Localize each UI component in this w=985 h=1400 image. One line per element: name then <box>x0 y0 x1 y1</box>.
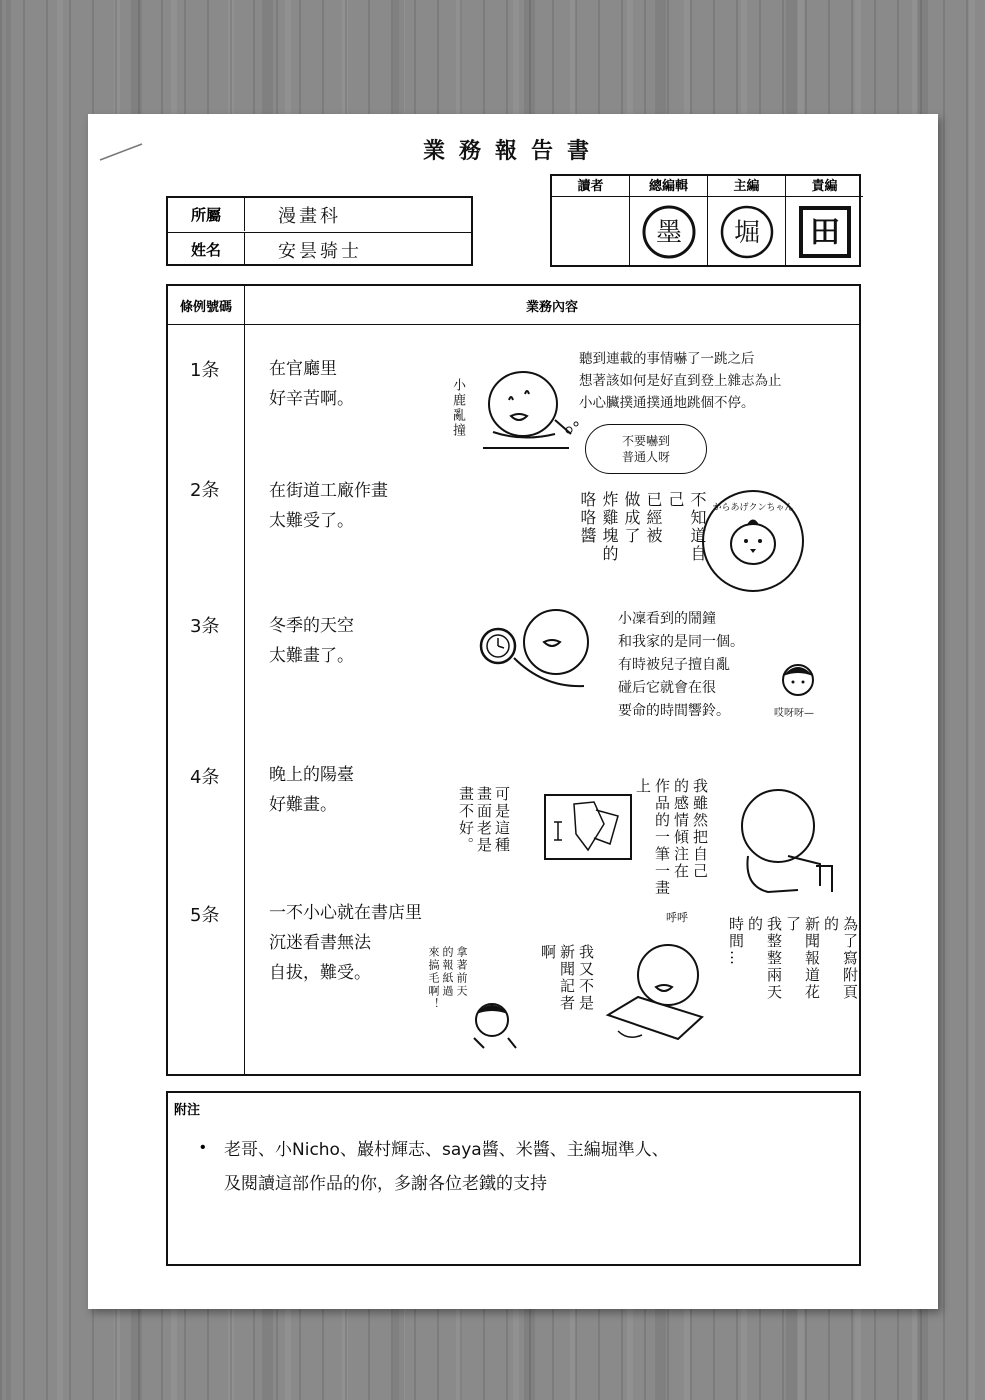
item-3-small-label: 哎呀呀— <box>774 708 814 719</box>
notes-text: 老哥、小Nicho、巖村輝志、saya醬、米醬、主編堀準人、 及閱讀這部作品的你，多謝各位老鐵的支持 <box>224 1140 669 1194</box>
item-3-number: 3条 <box>190 616 220 637</box>
stamp-col-chief-editor <box>629 176 707 265</box>
seal-editor-text: 堀 <box>733 217 760 248</box>
seal-stamp-icon <box>718 203 776 261</box>
name-row <box>168 232 471 266</box>
stamp-col-reader <box>552 176 629 265</box>
chick-doodle-icon <box>473 366 583 456</box>
seal-responsible-editor <box>786 198 863 265</box>
item-4-vertical-note-left: 可是這種 畫面老是 畫不好。 <box>457 786 511 854</box>
col-content-header: 業務內容 <box>525 298 578 314</box>
item-2-text: 在街道工廠作畫 太難受了。 <box>269 481 388 531</box>
table-header-row <box>168 286 859 325</box>
item-1-number: 1条 <box>190 360 220 381</box>
stamp-header-chief-editor: 總編輯 <box>630 176 707 197</box>
balcony-sketch-icon <box>544 794 632 860</box>
item-5-small-label: 呼呼 <box>666 911 688 924</box>
angry-boy-doodle-icon <box>468 994 524 1050</box>
item-1-text: 在官廳里 好辛苦啊。 <box>269 359 354 409</box>
item-1-side-label: 小鹿亂撞 <box>450 378 465 438</box>
seal-editor <box>708 198 785 265</box>
seal-stamp-icon <box>640 203 698 261</box>
boy-face-icon <box>778 658 818 698</box>
item-2-vertical-note: 不知道自己 已經被 做成了 炸雞塊的 咯咯醬 <box>578 491 707 563</box>
item-5-number: 5条 <box>190 905 220 926</box>
item-2-number: 2条 <box>190 480 220 501</box>
stamp-col-responsible-editor <box>785 176 863 265</box>
nugget-stamp-text: からあげクンちゃん <box>712 503 794 513</box>
item-3-text: 冬季的天空 太難畫了。 <box>269 616 354 666</box>
item-1-note: 聽到連載的事情嚇了一跳之后 想著該如何是好直到登上雜志為止 小心臟撲通撲通地跳個不停。 <box>579 351 782 411</box>
item-5-vertical-note-left: 拿著前天 的報紙過 來搞毛啊！ <box>427 946 468 1011</box>
name-label: 姓名 <box>168 233 245 266</box>
department-row <box>168 198 471 231</box>
chicken-nugget-stamp-icon <box>698 486 808 596</box>
approval-stamp-table <box>550 174 861 267</box>
department-value: 漫畫科 <box>278 205 341 227</box>
seal-chief-editor <box>630 198 707 265</box>
business-report-table <box>166 284 861 1076</box>
name-value: 安昙骑士 <box>278 240 362 262</box>
stamp-header-reader: 讀者 <box>552 176 629 197</box>
item-5-vertical-note-mid: 我又不是 新聞記者 啊 <box>539 944 595 1012</box>
typing-person-doodle-icon <box>598 931 718 1041</box>
drawing-person-doodle-icon <box>728 786 838 896</box>
stamp-col-editor <box>707 176 785 265</box>
department-label: 所屬 <box>168 198 245 231</box>
stamp-header-responsible-editor: 責編 <box>786 176 863 197</box>
item-4-text: 晚上的陽臺 好難畫。 <box>269 765 354 815</box>
alarm-clock-doodle-icon <box>474 598 604 708</box>
item-1-bubble: 不要嚇到 普通人呀 <box>585 424 707 474</box>
item-5-vertical-note-right: 為了寫附頁的 新聞報道花了 我整整兩天的 時間… <box>727 916 859 1001</box>
stamp-header-editor: 主編 <box>708 176 785 197</box>
column-divider <box>244 324 245 1074</box>
bullet-icon: • <box>200 1139 206 1156</box>
seal-stamp-icon <box>796 203 854 261</box>
document-title: 業務報告書 <box>422 138 603 163</box>
item-4-vertical-note-right: 我雖然把自己 的感情傾注在 作品的一筆一畫上 <box>634 778 709 897</box>
item-3-note: 小凜看到的鬧鐘 和我家的是同一個。 有時被兒子擅自亂 碰后它就會在很 要命的時間響鈴。 <box>618 611 744 719</box>
report-paper <box>88 114 938 1309</box>
col-number-header: 條例號碼 <box>168 286 245 324</box>
notes-label: 附注 <box>174 1102 201 1117</box>
item-4-number: 4条 <box>190 767 220 788</box>
notes-box <box>166 1091 861 1266</box>
item-5-text: 一不小心就在書店里 沉迷看書無法 自拔，難受。 <box>269 903 422 983</box>
info-table <box>166 196 473 266</box>
seal-chief-editor-text: 墨 <box>655 217 682 248</box>
seal-responsible-editor-text: 田 <box>809 214 840 250</box>
